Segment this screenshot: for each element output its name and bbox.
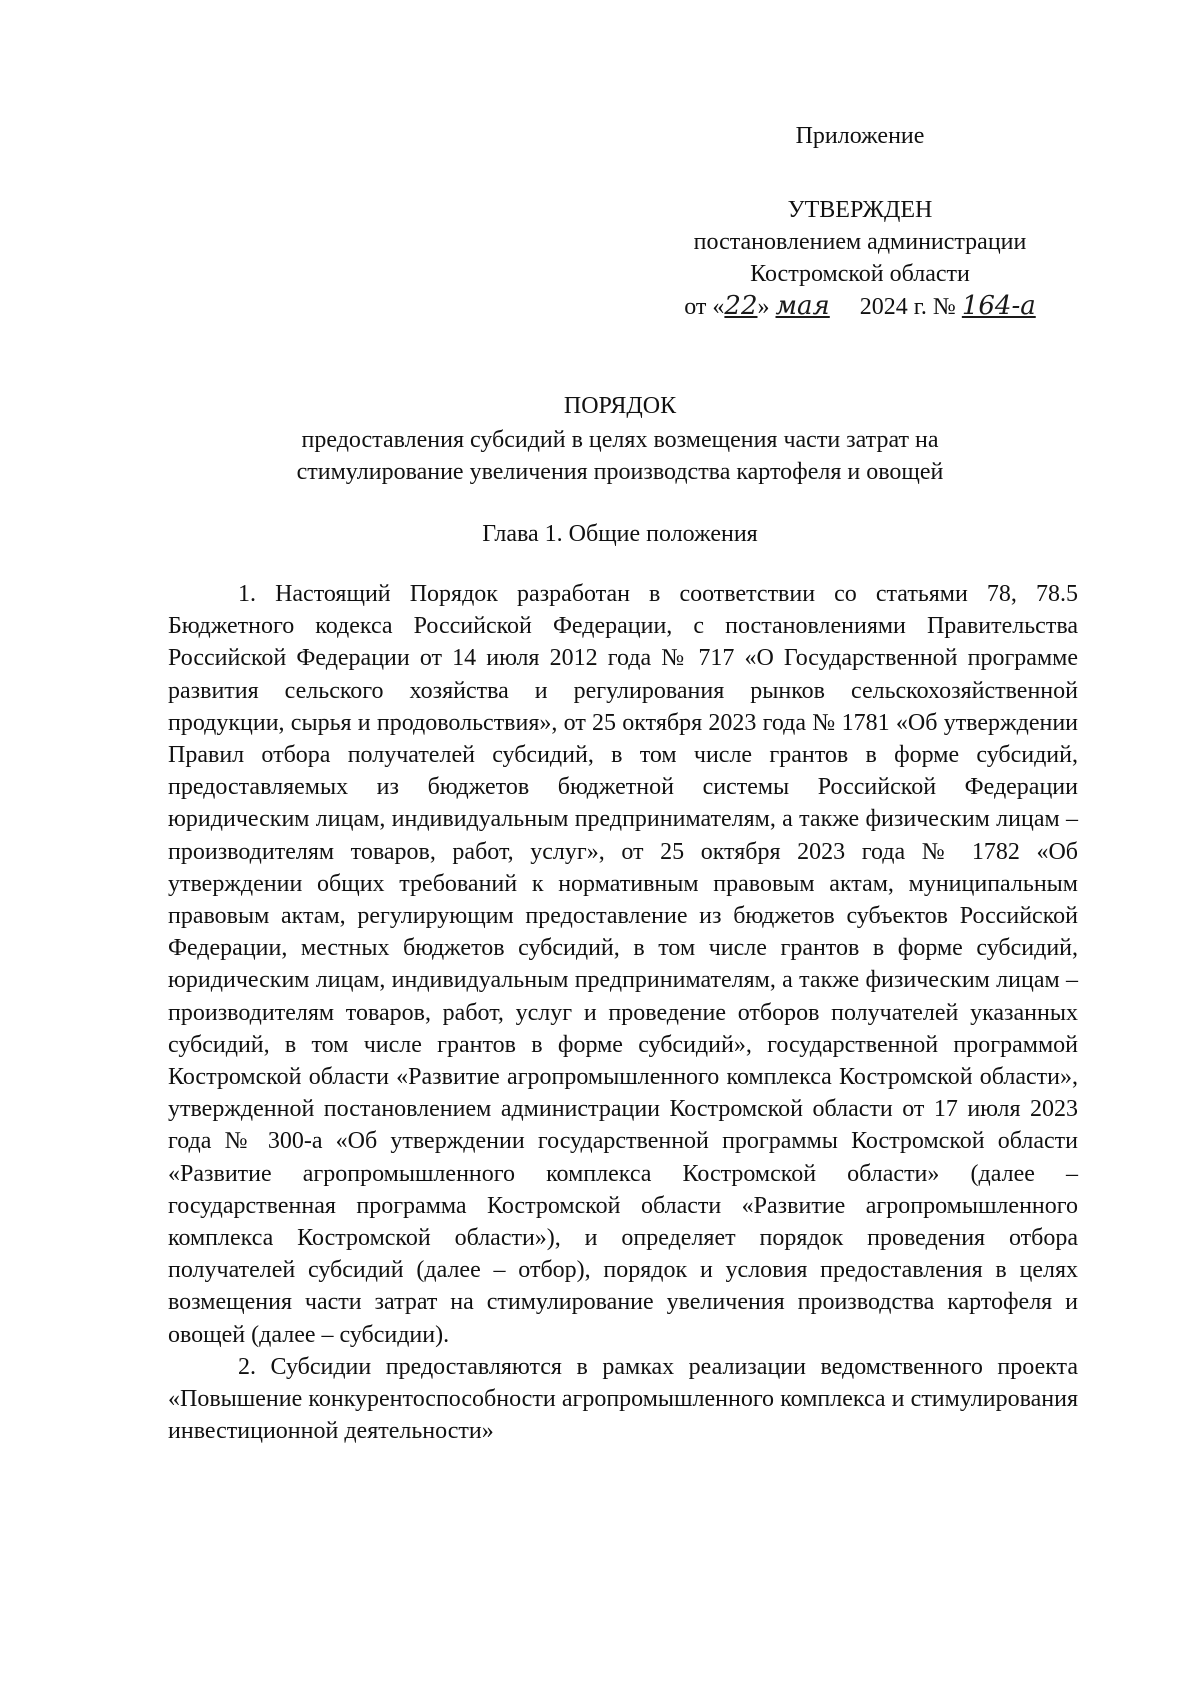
document-subtitle-line-2: стимулирование увеличения производства картофеля и овощей xyxy=(296,459,944,485)
chapter-heading: Глава 1. Общие положения xyxy=(482,521,758,547)
document-body xyxy=(168,578,1078,1447)
approved-by-line-1: постановлением администрации xyxy=(693,229,1027,255)
approval-stamp-block xyxy=(640,120,1080,323)
appendix-label: Приложение xyxy=(795,123,925,149)
approved-by-line-2: Костромской области xyxy=(750,261,970,287)
document-subtitle-line-1: предоставления субсидий в целях возмещения части затрат на xyxy=(301,427,939,453)
date-year: 2024 г. № xyxy=(859,294,956,320)
document-number-handwritten: 164-а xyxy=(961,291,1036,321)
paragraph-1: 1. Настоящий Порядок разработан в соответствии со статьями 78, 78.5 Бюджетного кодекса Российской Федерации, с постановлениями Правительства Российской Федерации от 14 июля 2012 года № 717 «О Государственной программе развития сельского хозяйства и регулирования рынков сельскохозяйственной продукции, сырья и продовольствия», от 25 октября 2023 года № 1781 «Об утверждении Правил отбора получателей субсидий, в том числе грантов в форме субсидий, предоставляемых из бюджетов бюджетной системы Российской Федерации юридическим лицам, индивидуальным предпринимателям, а также физическим лицам – производителям товаров, работ, услуг», от 25 октября 2023 года № 1782 «Об утверждении общих требований к нормативным правовым актам, муниципальным правовым актам, регулирующим предоставление из бюджетов субъектов Российской Федерации, местных бюджетов субсидий, в том числе грантов в форме субсидий, юридическим лицам, индивидуальным предпринимателям, а также физическим лицам – производителям товаров, работ, услуг и проведение отборов получателей указанных субсидий, в том числе грантов в форме субсидий», государственной программой Костромской области «Развитие агропромышленного комплекса Костромской области», утвержденной постановлением администрации Костромской области от 17 июля 2023 года № 300-а «Об утверждении государственной программы Костромской области «Развитие агропромышленного комплекса Костромской области» (далее – государственная программа Костромской области «Развитие агропромышленного комплекса Костромской области»), и определяет порядок проведения отбора получателей субсидий (далее – отбор), порядок и условия предоставления в целях возмещения части затрат на стимулирование увеличения производства картофеля и овощей (далее – субсидии). xyxy=(168,581,1078,1348)
approval-date-line xyxy=(640,290,1080,323)
approved-label: УТВЕРЖДЕН xyxy=(787,197,933,223)
date-month-handwritten: мая xyxy=(775,291,830,321)
date-mid: » xyxy=(757,294,770,320)
date-prefix: от « xyxy=(684,294,725,320)
date-day-handwritten: 22 xyxy=(724,291,758,321)
document-title-block xyxy=(160,390,1080,488)
document-title: ПОРЯДОК xyxy=(563,393,677,419)
paragraph-2: 2. Субсидии предоставляются в рамках реализации ведомственного проекта «Повышение конкурентоспособности агропромышленного комплекса и стимулирования инвестиционной деятельности» xyxy=(168,1353,1078,1445)
